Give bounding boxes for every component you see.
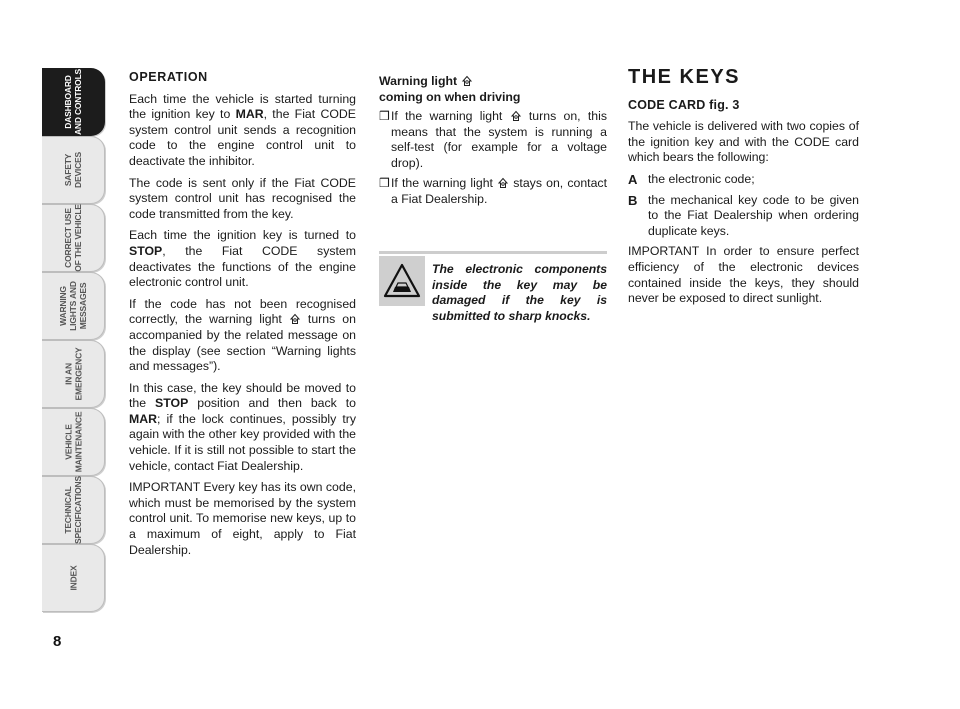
paragraph: IMPORTANT Every key has its own code, which must be memorised by the system control unit. To memorise new keys, up to a maximum of eight, apply to Fiat Dealership. bbox=[129, 480, 356, 557]
paragraph bbox=[129, 297, 356, 375]
tab-label: LIGHTS AND bbox=[67, 281, 78, 331]
paragraph: The code is sent only if the Fiat CODE system control unit has recognised the code transmitted from the key. bbox=[129, 175, 356, 221]
code-card-heading: CODE CARD fig. 3 bbox=[628, 97, 740, 112]
keys-column bbox=[628, 66, 859, 313]
text: , the Fiat CODE system deactivates the functions of the engine electronic control unit. bbox=[129, 243, 356, 290]
warning-light-heading bbox=[379, 73, 607, 105]
tab-warning-lights[interactable] bbox=[42, 272, 105, 340]
paragraph bbox=[129, 381, 356, 475]
tab-label: DEVICES bbox=[72, 152, 83, 188]
paragraph bbox=[129, 228, 356, 290]
text: coming on when driving bbox=[379, 90, 521, 104]
text: stays on, contact a Fiat Dealership. bbox=[391, 176, 607, 206]
item-text: the electronic code; bbox=[648, 171, 755, 186]
checkbox-bullet-icon: ❒ bbox=[379, 109, 390, 123]
text: , the Fiat CODE system control unit sends a recognition code to the engine control unit to deactivate the inhibitor. bbox=[129, 107, 356, 168]
warning-light-column bbox=[379, 70, 607, 213]
text: Each time the ignition key is turned to bbox=[129, 228, 356, 243]
tab-label: OF THE VEHICLE bbox=[73, 204, 84, 272]
fiat-code-warning-icon bbox=[510, 110, 522, 122]
text: If the warning light bbox=[391, 176, 498, 191]
tab-vehicle-maintenance[interactable] bbox=[42, 408, 105, 476]
fiat-code-warning-icon bbox=[461, 75, 473, 87]
tab-label: INDEX bbox=[67, 565, 78, 591]
text: position and then back to bbox=[188, 396, 356, 411]
operation-heading: OPERATION bbox=[129, 70, 208, 84]
text: turns on accompanied by the related message on the display (see section “Warning lights and messages”). bbox=[129, 312, 356, 374]
tab-label: MESSAGES bbox=[77, 282, 88, 330]
paragraph: IMPORTANT In order to ensure perfect efficiency of the electronic devices contained inside the keys, they should never be exposed to direct sunlight. bbox=[628, 244, 859, 306]
item-letter: A bbox=[628, 171, 638, 187]
text: If the warning light bbox=[391, 109, 510, 123]
operation-column bbox=[129, 70, 356, 564]
page-title: THE KEYS bbox=[628, 66, 741, 88]
paragraph bbox=[129, 92, 356, 170]
notice-divider bbox=[379, 251, 607, 254]
text: If the code has not been recognised correctly, the warning light bbox=[129, 296, 356, 327]
list-item bbox=[379, 176, 607, 207]
item-letter: B bbox=[628, 192, 638, 208]
tab-in-an-emergency[interactable] bbox=[42, 340, 105, 408]
warning-notice-text: The electronic components inside the key may be damaged if the key is submitted to sharp knocks. bbox=[432, 262, 607, 323]
list-item bbox=[628, 193, 859, 240]
tab-label: DASHBOARD bbox=[63, 75, 74, 129]
tab-label: MAINTENANCE bbox=[72, 411, 83, 473]
text: turns on, this means that the system is running a self-test (for example for a voltage drop). bbox=[391, 109, 607, 170]
checkbox-bullet-icon: ❒ bbox=[379, 176, 390, 191]
tab-label: TECHNICAL bbox=[63, 486, 74, 534]
text: In this case, the key should be moved to the bbox=[129, 380, 356, 411]
tab-label: IN AN bbox=[63, 363, 73, 385]
fiat-code-warning-icon bbox=[497, 177, 509, 189]
tab-label: EMERGENCY bbox=[73, 347, 83, 401]
text: Each time the vehicle is started turning the ignition key to bbox=[129, 91, 356, 122]
warning-box bbox=[379, 256, 425, 306]
list-item bbox=[379, 109, 607, 171]
paragraph: The vehicle is delivered with two copies of the ignition key and with the CODE card which bears the following: bbox=[628, 119, 859, 165]
fiat-code-warning-icon bbox=[289, 313, 301, 325]
tab-correct-use[interactable] bbox=[42, 204, 105, 272]
key-position-stop: STOP bbox=[155, 396, 189, 411]
tab-index[interactable] bbox=[42, 544, 105, 612]
text: Warning light bbox=[379, 74, 461, 88]
tab-label: WARNING bbox=[57, 286, 68, 326]
text: ; if the lock continues, possibly try again with the other key provided with the vehicle. If it is still not possible to start the vehicle, contact Fiat Dealership. bbox=[129, 411, 356, 473]
warning-triangle-icon bbox=[379, 256, 425, 306]
tab-technical-specifications[interactable] bbox=[42, 476, 105, 544]
tab-label: CORRECT USE bbox=[63, 208, 74, 268]
tab-label: AND CONTROLS bbox=[73, 68, 84, 136]
item-text: the mechanical key code to be given to the Fiat Dealership when ordering duplicate keys. bbox=[648, 192, 859, 238]
key-position-mar: MAR bbox=[129, 411, 158, 426]
key-position-stop: STOP bbox=[129, 243, 163, 258]
tab-safety-devices[interactable] bbox=[42, 136, 105, 204]
tab-label: SAFETY bbox=[62, 153, 73, 187]
tab-dashboard-and-controls[interactable] bbox=[42, 68, 105, 136]
tab-label: SPECIFICATIONS bbox=[73, 476, 84, 544]
list-item bbox=[628, 172, 859, 188]
key-position-mar: MAR bbox=[235, 107, 264, 122]
page-number: 8 bbox=[53, 633, 62, 650]
tab-label: VEHICLE bbox=[62, 424, 73, 460]
